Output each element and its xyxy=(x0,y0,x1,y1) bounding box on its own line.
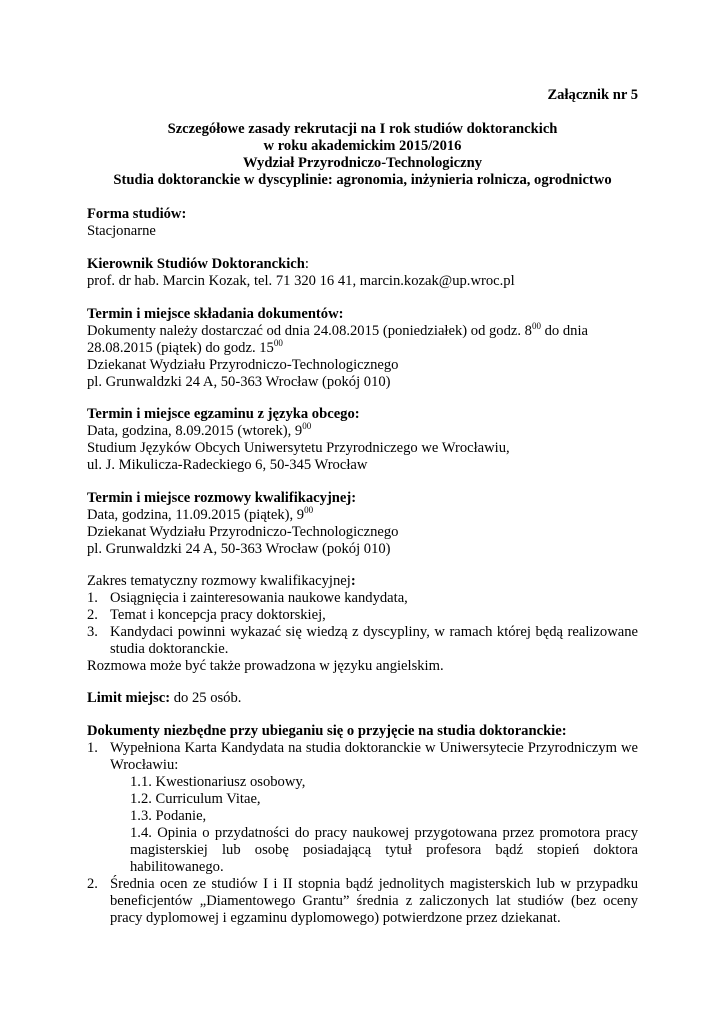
section-dokumenty xyxy=(87,723,638,927)
sub-list-item: 1.2. Curriculum Vitae, xyxy=(130,791,261,807)
list-item xyxy=(87,590,638,607)
list-item-text: Kandydaci powinni wykazać się wiedzą z dyscypliny, w ramach której będą realizowane studia doktoranckie. xyxy=(110,624,638,657)
zakres-intro: Zakres tematyczny rozmowy kwalifikacyjnej xyxy=(87,573,351,589)
termin-dokumentow-line1-sup: 00 xyxy=(531,321,541,331)
rozmowa-heading: Termin i miejsce rozmowy kwalifikacyjnej: xyxy=(87,490,357,506)
title-line-3: Wydział Przyrodniczo-Technologiczny xyxy=(242,155,483,171)
termin-dokumentow-line2-sup: 00 xyxy=(273,338,283,348)
list-item-number: 1. xyxy=(87,590,98,606)
egzamin-line3: ul. J. Mikulicza-Radeckiego 6, 50-345 Wrocław xyxy=(87,457,368,473)
sub-list-item: 1.4. Opinia o przydatności do pracy naukowej przygotowana przez promotora pracy magisterskiej lub osobę posiadającą tytuł profesora bądź stopień doktora habilitowanego. xyxy=(130,825,638,875)
egzamin-line1: Data, godzina, 8.09.2015 (wtorek), 9 xyxy=(87,423,303,439)
egzamin-line2: Studium Języków Obcych Uniwersytetu Przyrodniczego we Wrocławiu, xyxy=(87,440,510,456)
list-item-text: Średnia ocen ze studiów I i II stopnia bądź jednolitych magisterskich lub w przypadku beneficjentów „Diamentowego Grantu” średnia z zaliczonych lat studiów (bez oceny pracy dyplomowej i egzaminu dyplomowego) potwierdzone przez dziekanat. xyxy=(110,876,638,926)
rozmowa-line2: Dziekanat Wydziału Przyrodniczo-Technologicznego xyxy=(87,524,399,540)
sub-list-item: 1.1. Kwestionariusz osobowy, xyxy=(130,774,306,790)
termin-dokumentow-line3: Dziekanat Wydziału Przyrodniczo-Technologicznego xyxy=(87,357,399,373)
section-forma xyxy=(87,206,638,240)
document-title xyxy=(87,121,638,189)
section-kierownik xyxy=(87,256,638,290)
zakres-note: Rozmowa może być także prowadzona w języku angielskim. xyxy=(87,658,444,674)
rozmowa-line1-sup: 00 xyxy=(304,505,314,515)
title-line-2: w roku akademickim 2015/2016 xyxy=(263,138,462,154)
list-item-number: 2. xyxy=(87,607,98,623)
termin-dokumentow-line4: pl. Grunwaldzki 24 A, 50-363 Wrocław (pokój 010) xyxy=(87,374,391,390)
kierownik-colon: : xyxy=(304,256,309,272)
forma-value: Stacjonarne xyxy=(87,223,156,239)
section-termin-dokumentow xyxy=(87,306,638,391)
title-line-4: Studia doktoranckie w dyscyplinie: agronomia, inżynieria rolnicza, ogrodnictwo xyxy=(113,172,612,188)
termin-dokumentow-line1-end: do dnia xyxy=(540,323,589,339)
rozmowa-line1: Data, godzina, 11.09.2015 (piątek), 9 xyxy=(87,507,305,523)
list-item-number: 3. xyxy=(87,624,98,640)
section-zakres xyxy=(87,573,638,675)
section-rozmowa xyxy=(87,490,638,558)
list-item-text: Temat i koncepcja pracy doktorskiej, xyxy=(110,607,326,623)
zakres-colon: : xyxy=(350,573,356,589)
egzamin-heading: Termin i miejsce egzaminu z języka obcego: xyxy=(87,406,360,422)
list-item xyxy=(87,624,638,658)
section-limit xyxy=(87,690,638,707)
list-item xyxy=(87,607,638,624)
termin-dokumentow-heading: Termin i miejsce składania dokumentów: xyxy=(87,306,344,322)
egzamin-line1-sup: 00 xyxy=(302,421,312,431)
dokumenty-heading: Dokumenty niezbędne przy ubieganiu się o przyjęcie na studia doktoranckie: xyxy=(87,723,567,739)
list-item-text: Osiągnięcia i zainteresowania naukowe kandydata, xyxy=(110,590,408,606)
list-item-number: 1. xyxy=(87,740,98,756)
kierownik-heading: Kierownik Studiów Doktoranckich xyxy=(87,256,305,272)
forma-heading: Forma studiów: xyxy=(87,206,187,222)
kierownik-value: prof. dr hab. Marcin Kozak, tel. 71 320 16 41, marcin.kozak@up.wroc.pl xyxy=(87,273,515,289)
list-item-number: 2. xyxy=(87,876,98,892)
title-line-1: Szczegółowe zasady rekrutacji na I rok studiów doktoranckich xyxy=(167,121,558,137)
list-item-text: Wypełniona Karta Kandydata na studia doktoranckie w Uniwersytecie Przyrodniczym we Wrocławiu: xyxy=(110,740,638,773)
termin-dokumentow-line2: 28.08.2015 (piątek) do godz. 15 xyxy=(87,340,274,356)
termin-dokumentow-line1: Dokumenty należy dostarczać od dnia 24.08.2015 (poniedziałek) od godz. 8 xyxy=(87,323,532,339)
limit-value: do 25 osób. xyxy=(170,690,242,706)
section-egzamin xyxy=(87,406,638,474)
limit-label: Limit miejsc: xyxy=(87,690,171,706)
sub-list-item: 1.3. Podanie, xyxy=(130,808,207,824)
list-item xyxy=(87,740,638,876)
list-item xyxy=(87,876,638,927)
rozmowa-line3: pl. Grunwaldzki 24 A, 50-363 Wrocław (pokój 010) xyxy=(87,541,391,557)
annex-label: Załącznik nr 5 xyxy=(547,87,638,103)
